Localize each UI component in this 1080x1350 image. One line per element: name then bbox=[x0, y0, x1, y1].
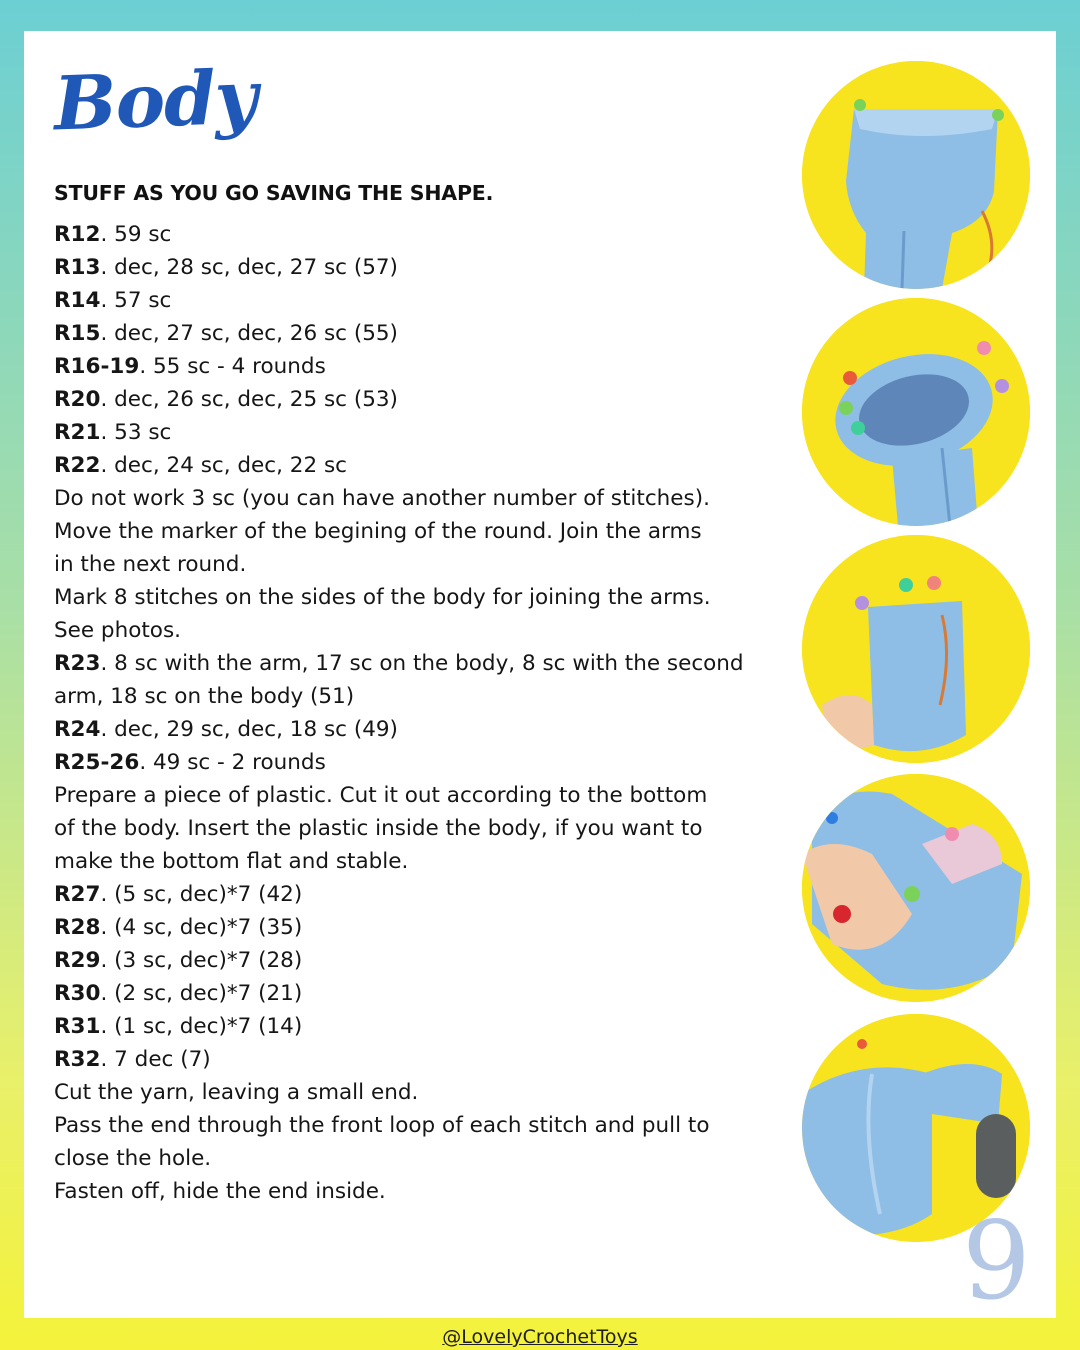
round-label: R29 bbox=[54, 948, 101, 973]
instruction-text: Fasten off, hide the end inside. bbox=[54, 1179, 386, 1204]
instruction-line bbox=[54, 779, 789, 812]
round-label: R13 bbox=[54, 255, 101, 280]
instruction-text: Prepare a piece of plastic. Cut it out according to the bottom bbox=[54, 783, 708, 808]
instruction-line bbox=[54, 350, 789, 383]
instruction-line bbox=[54, 1010, 789, 1043]
instruction-line bbox=[54, 845, 789, 878]
instruction-text: Mark 8 stitches on the sides of the body for joining the arms. bbox=[54, 585, 711, 610]
instruction-line bbox=[54, 548, 789, 581]
section-subtitle: STUFF AS YOU GO SAVING THE SHAPE. bbox=[54, 181, 494, 205]
instruction-line bbox=[54, 911, 789, 944]
page-number: 9 bbox=[962, 1199, 1031, 1324]
instruction-line bbox=[54, 614, 789, 647]
instruction-line bbox=[54, 1142, 789, 1175]
pattern-instructions bbox=[54, 218, 789, 1208]
round-label: R16-19 bbox=[54, 354, 140, 379]
instruction-text: arm, 18 sc on the body (51) bbox=[54, 684, 355, 709]
instruction-line bbox=[54, 251, 789, 284]
instruction-line bbox=[54, 812, 789, 845]
instruction-line bbox=[54, 977, 789, 1010]
round-label: R28 bbox=[54, 915, 101, 940]
instruction-line bbox=[54, 581, 789, 614]
instruction-text: in the next round. bbox=[54, 552, 247, 577]
round-label: R25-26 bbox=[54, 750, 140, 775]
instruction-text: . 49 sc - 2 rounds bbox=[139, 750, 326, 775]
instruction-text: . dec, 28 sc, dec, 27 sc (57) bbox=[100, 255, 398, 280]
instruction-text: . dec, 24 sc, dec, 22 sc bbox=[100, 453, 347, 478]
round-label: R22 bbox=[54, 453, 101, 478]
instruction-line bbox=[54, 647, 789, 680]
instruction-text: . (2 sc, dec)*7 (21) bbox=[100, 981, 303, 1006]
instruction-line bbox=[54, 944, 789, 977]
instruction-text: . dec, 29 sc, dec, 18 sc (49) bbox=[100, 717, 398, 742]
instruction-line bbox=[54, 1109, 789, 1142]
instruction-text: . 59 sc bbox=[100, 222, 172, 247]
round-label: R15 bbox=[54, 321, 101, 346]
round-label: R23 bbox=[54, 651, 101, 676]
instruction-text: See photos. bbox=[54, 618, 181, 643]
round-label: R21 bbox=[54, 420, 101, 445]
instruction-text: . (1 sc, dec)*7 (14) bbox=[100, 1014, 303, 1039]
instruction-text: Cut the yarn, leaving a small end. bbox=[54, 1080, 419, 1105]
instruction-line bbox=[54, 746, 789, 779]
section-title: Body bbox=[52, 54, 259, 148]
instruction-line bbox=[54, 878, 789, 911]
step-photo-3 bbox=[802, 535, 1030, 763]
instruction-line bbox=[54, 218, 789, 251]
instruction-line bbox=[54, 680, 789, 713]
step-photo-1 bbox=[802, 61, 1030, 289]
instruction-text: close the hole. bbox=[54, 1146, 212, 1171]
round-label: R27 bbox=[54, 882, 101, 907]
instruction-line bbox=[54, 1175, 789, 1208]
footer-handle-link[interactable]: @LovelyCrochetToys bbox=[442, 1326, 638, 1348]
round-label: R12 bbox=[54, 222, 101, 247]
instruction-line bbox=[54, 1043, 789, 1076]
instruction-text: . 53 sc bbox=[100, 420, 172, 445]
instruction-text: . (3 sc, dec)*7 (28) bbox=[100, 948, 303, 973]
round-label: R20 bbox=[54, 387, 101, 412]
instruction-text: . 55 sc - 4 rounds bbox=[139, 354, 326, 379]
instruction-text: . 7 dec (7) bbox=[100, 1047, 211, 1072]
round-label: R32 bbox=[54, 1047, 101, 1072]
round-label: R30 bbox=[54, 981, 101, 1006]
instruction-text: . 8 sc with the arm, 17 sc on the body, 8 sc with the second bbox=[100, 651, 744, 676]
instruction-text: make the bottom flat and stable. bbox=[54, 849, 409, 874]
round-label: R31 bbox=[54, 1014, 101, 1039]
instruction-text: of the body. Insert the plastic inside the body, if you want to bbox=[54, 816, 703, 841]
instruction-line bbox=[54, 416, 789, 449]
round-label: R24 bbox=[54, 717, 101, 742]
instruction-text: . dec, 27 sc, dec, 26 sc (55) bbox=[100, 321, 398, 346]
instruction-line bbox=[54, 482, 789, 515]
step-photo-2 bbox=[802, 298, 1030, 526]
round-label: R14 bbox=[54, 288, 101, 313]
instruction-text: Move the marker of the begining of the round. Join the arms bbox=[54, 519, 702, 544]
instruction-text: Pass the end through the front loop of each stitch and pull to bbox=[54, 1113, 710, 1138]
instruction-text: . (4 sc, dec)*7 (35) bbox=[100, 915, 303, 940]
instruction-text: . dec, 26 sc, dec, 25 sc (53) bbox=[100, 387, 398, 412]
instruction-line bbox=[54, 284, 789, 317]
instruction-line bbox=[54, 383, 789, 416]
instruction-text: . (5 sc, dec)*7 (42) bbox=[100, 882, 303, 907]
instruction-line bbox=[54, 449, 789, 482]
instruction-text: Do not work 3 sc (you can have another number of stitches). bbox=[54, 486, 710, 511]
instruction-line bbox=[54, 1076, 789, 1109]
instruction-line bbox=[54, 515, 789, 548]
instruction-line bbox=[54, 713, 789, 746]
instruction-text: . 57 sc bbox=[100, 288, 172, 313]
instruction-line bbox=[54, 317, 789, 350]
step-photo-4 bbox=[802, 774, 1030, 1002]
